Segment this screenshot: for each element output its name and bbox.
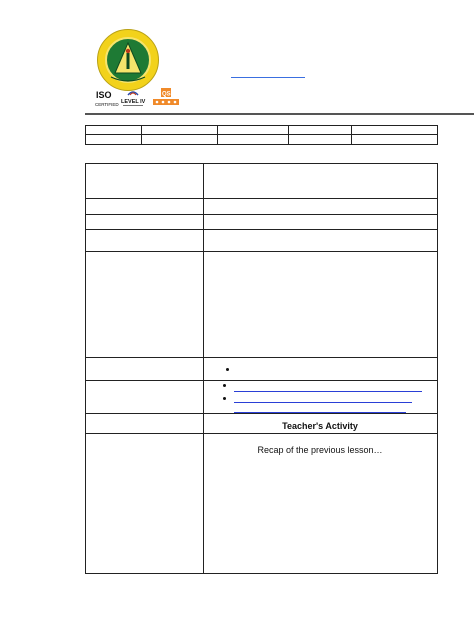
table-cell [218,135,289,145]
table-cell [289,126,352,135]
table-cell [86,135,142,145]
label-cell [86,381,204,414]
teachers-activity-heading: Teacher's Activity [282,421,358,431]
lesson-plan-table [85,163,438,574]
header-divider [85,113,474,115]
content-cell [204,381,438,414]
label-cell [86,414,204,434]
content-cell [204,358,438,381]
lesson-row [86,215,438,230]
iso-certified-logo [93,88,121,108]
content-cell [204,215,438,230]
lesson-row [86,199,438,215]
table-cell [352,126,438,135]
qs-text: QS [162,91,171,98]
course-info-row [86,126,438,135]
content-cell [204,230,438,252]
label-cell [86,199,204,215]
certified-text: CERTIFIED [95,102,119,107]
qs-stars-logo [152,87,180,107]
label-cell [86,434,204,574]
table-cell [142,126,218,135]
course-info-row [86,135,438,145]
table-cell [142,135,218,145]
header-link-underline[interactable] [231,77,305,78]
content-cell [204,252,438,358]
label-cell [86,252,204,358]
lesson-row [86,252,438,358]
bullet-point [223,384,226,387]
lesson-row [86,164,438,199]
label-cell [86,358,204,381]
lesson-row [86,381,438,414]
lesson-row [86,358,438,381]
course-info-table [85,125,438,145]
label-cell [86,164,204,199]
reference-link[interactable] [234,412,406,413]
reference-link[interactable] [234,391,422,392]
table-cell [352,135,438,145]
level-iv-text: LEVEL IV [121,99,146,105]
lesson-row [86,230,438,252]
table-cell [86,126,142,135]
level-iv-accreditation-logo [120,87,146,109]
seal-emblem-icon [97,29,159,91]
recap-text: Recap of the previous lesson… [257,445,383,455]
iso-text: ISO [96,90,112,100]
content-cell [204,199,438,215]
content-cell [204,164,438,199]
bullet-point [226,368,229,371]
table-cell [218,126,289,135]
bullet-point [223,397,226,400]
table-cell [289,135,352,145]
reference-link[interactable] [234,402,412,403]
label-cell [86,215,204,230]
label-cell [86,230,204,252]
